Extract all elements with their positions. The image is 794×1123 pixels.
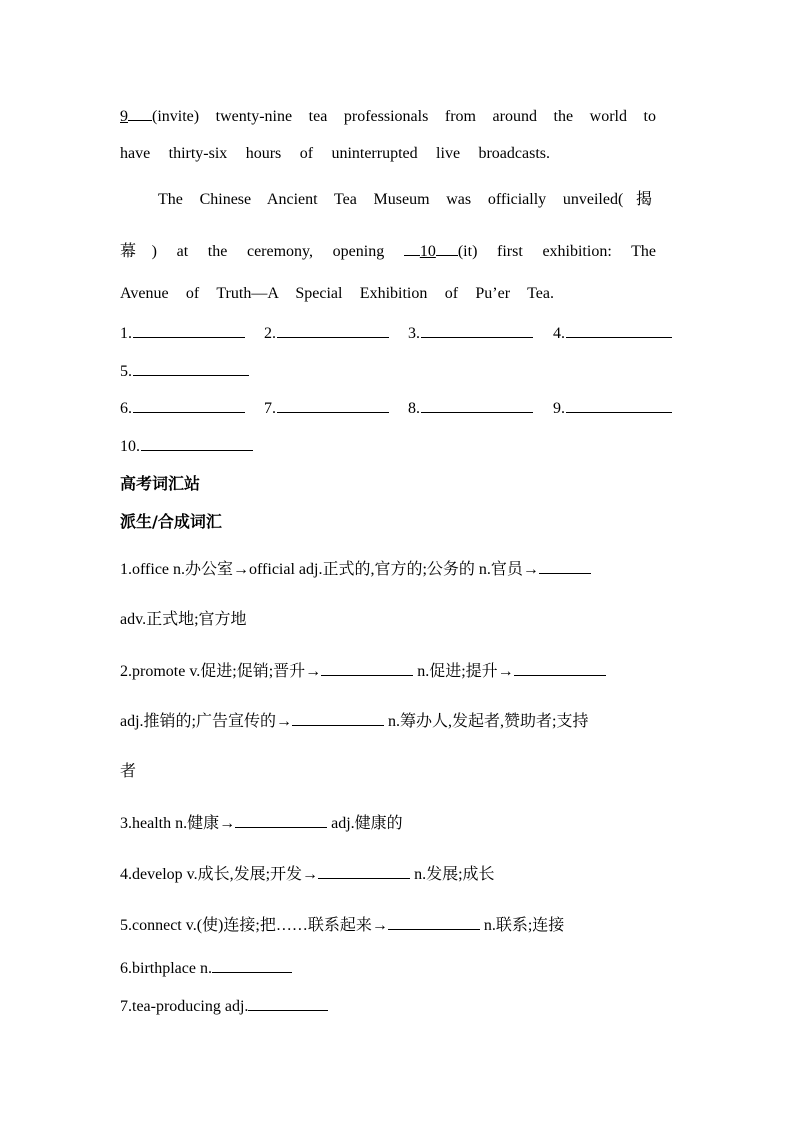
passage-line-3 bbox=[158, 190, 652, 210]
answer-10: 10. bbox=[120, 436, 253, 456]
passage-line-5 bbox=[120, 284, 554, 304]
answer-3-blank[interactable] bbox=[421, 323, 533, 338]
vocab-text: 4.develop v.成长,发展;开发→ bbox=[120, 866, 319, 883]
question-10-number: 10 bbox=[419, 243, 436, 260]
answer-row-3 bbox=[120, 398, 680, 418]
sub-title: 派生/合成词汇 bbox=[120, 512, 222, 531]
vocab-text: adj.推销的;广告宣传的→ bbox=[120, 713, 292, 730]
vocab-text: adj.健康的 bbox=[331, 815, 403, 832]
question-10-hint: (it) first exhibition: The bbox=[457, 243, 656, 260]
vocab-item-2-cont-2 bbox=[120, 762, 136, 782]
answer-9-blank[interactable] bbox=[566, 398, 672, 413]
answer-row-2 bbox=[120, 361, 680, 381]
answer-row-1 bbox=[120, 323, 680, 343]
answer-1: 1. bbox=[120, 323, 245, 343]
vocab-text: 2.promote v.促进;促销;晋升→ bbox=[120, 663, 322, 680]
vocab-text: 6.birthplace n. bbox=[120, 960, 212, 977]
passage-line-2 bbox=[120, 144, 550, 164]
vocab-text: 者 bbox=[120, 763, 137, 780]
answer-7: 7. bbox=[264, 398, 389, 418]
vocab-text: 7.tea-producing adj. bbox=[120, 998, 249, 1015]
answer-6-blank[interactable] bbox=[133, 398, 245, 413]
vocab-4-blank[interactable] bbox=[318, 864, 410, 879]
passage-line-4 bbox=[120, 241, 656, 262]
question-9-hint: (invite) bbox=[152, 108, 200, 125]
vocab-2-blank-3[interactable] bbox=[292, 711, 384, 726]
vocab-item-1-cont bbox=[120, 610, 247, 630]
answer-4-blank[interactable] bbox=[566, 323, 672, 338]
answer-row-4 bbox=[120, 436, 680, 456]
answer-2-blank[interactable] bbox=[277, 323, 389, 338]
answer-5: 5. bbox=[120, 361, 249, 381]
answer-5-blank[interactable] bbox=[133, 361, 249, 376]
vocab-5-blank[interactable] bbox=[388, 915, 480, 930]
vocab-6-blank[interactable] bbox=[212, 958, 292, 973]
passage-line-1 bbox=[120, 106, 656, 127]
vocab-1-blank[interactable] bbox=[539, 559, 591, 574]
passage-text: 幕) at the ceremony, opening bbox=[120, 243, 385, 260]
answer-9: 9. bbox=[553, 398, 672, 418]
vocab-2-blank-2[interactable] bbox=[514, 661, 606, 676]
vocab-text: adv.正式地;官方地 bbox=[120, 611, 247, 628]
vocab-item-5 bbox=[120, 915, 564, 936]
passage-text: Avenue of Truth—A Special Exhibition of Pu’er Tea. bbox=[120, 285, 554, 302]
section-title: 高考词汇站 bbox=[120, 474, 201, 493]
vocab-text: n.筹办人,发起者,赞助者;支持 bbox=[388, 713, 589, 730]
answer-7-blank[interactable] bbox=[277, 398, 389, 413]
vocab-item-2-cont bbox=[120, 711, 588, 732]
answer-2: 2. bbox=[264, 323, 389, 343]
answer-3: 3. bbox=[408, 323, 533, 343]
vocab-text: n.联系;连接 bbox=[483, 917, 565, 934]
vocab-text: n.促进;提升→ bbox=[417, 663, 514, 680]
answer-8: 8. bbox=[408, 398, 533, 418]
passage-text: The Chinese Ancient Tea Museum was officially unveiled(揭 bbox=[158, 191, 652, 208]
vocab-item-7 bbox=[120, 996, 328, 1017]
answer-8-blank[interactable] bbox=[421, 398, 533, 413]
question-9-number: 9 bbox=[120, 108, 128, 125]
vocab-item-2 bbox=[120, 661, 606, 682]
vocab-3-blank[interactable] bbox=[235, 813, 327, 828]
passage-text: have thirty-six hours of uninterrupted live broadcasts. bbox=[120, 145, 550, 162]
vocab-item-6 bbox=[120, 958, 292, 979]
vocab-2-blank-1[interactable] bbox=[321, 661, 413, 676]
vocab-text: n.发展;成长 bbox=[414, 866, 495, 883]
passage-text: twenty-nine tea professionals from around the world to bbox=[215, 108, 657, 125]
vocab-text: 3.health n.健康→ bbox=[120, 815, 236, 832]
question-10-blank-right[interactable] bbox=[436, 241, 458, 256]
vocab-7-blank[interactable] bbox=[248, 996, 328, 1011]
question-10-blank-left[interactable] bbox=[404, 241, 420, 256]
answer-10-blank[interactable] bbox=[141, 436, 253, 451]
vocab-item-4 bbox=[120, 864, 495, 885]
answer-1-blank[interactable] bbox=[133, 323, 245, 338]
vocab-item-1 bbox=[120, 559, 591, 580]
answer-4: 4. bbox=[553, 323, 672, 343]
question-9-blank[interactable] bbox=[128, 106, 152, 121]
vocab-item-3 bbox=[120, 813, 403, 834]
vocab-text: 5.connect v.(使)连接;把……联系起来→ bbox=[120, 917, 388, 934]
answer-6: 6. bbox=[120, 398, 245, 418]
vocab-text: 1.office n.办公室→official adj.正式的,官方的;公务的 n.官员→ bbox=[120, 561, 539, 578]
